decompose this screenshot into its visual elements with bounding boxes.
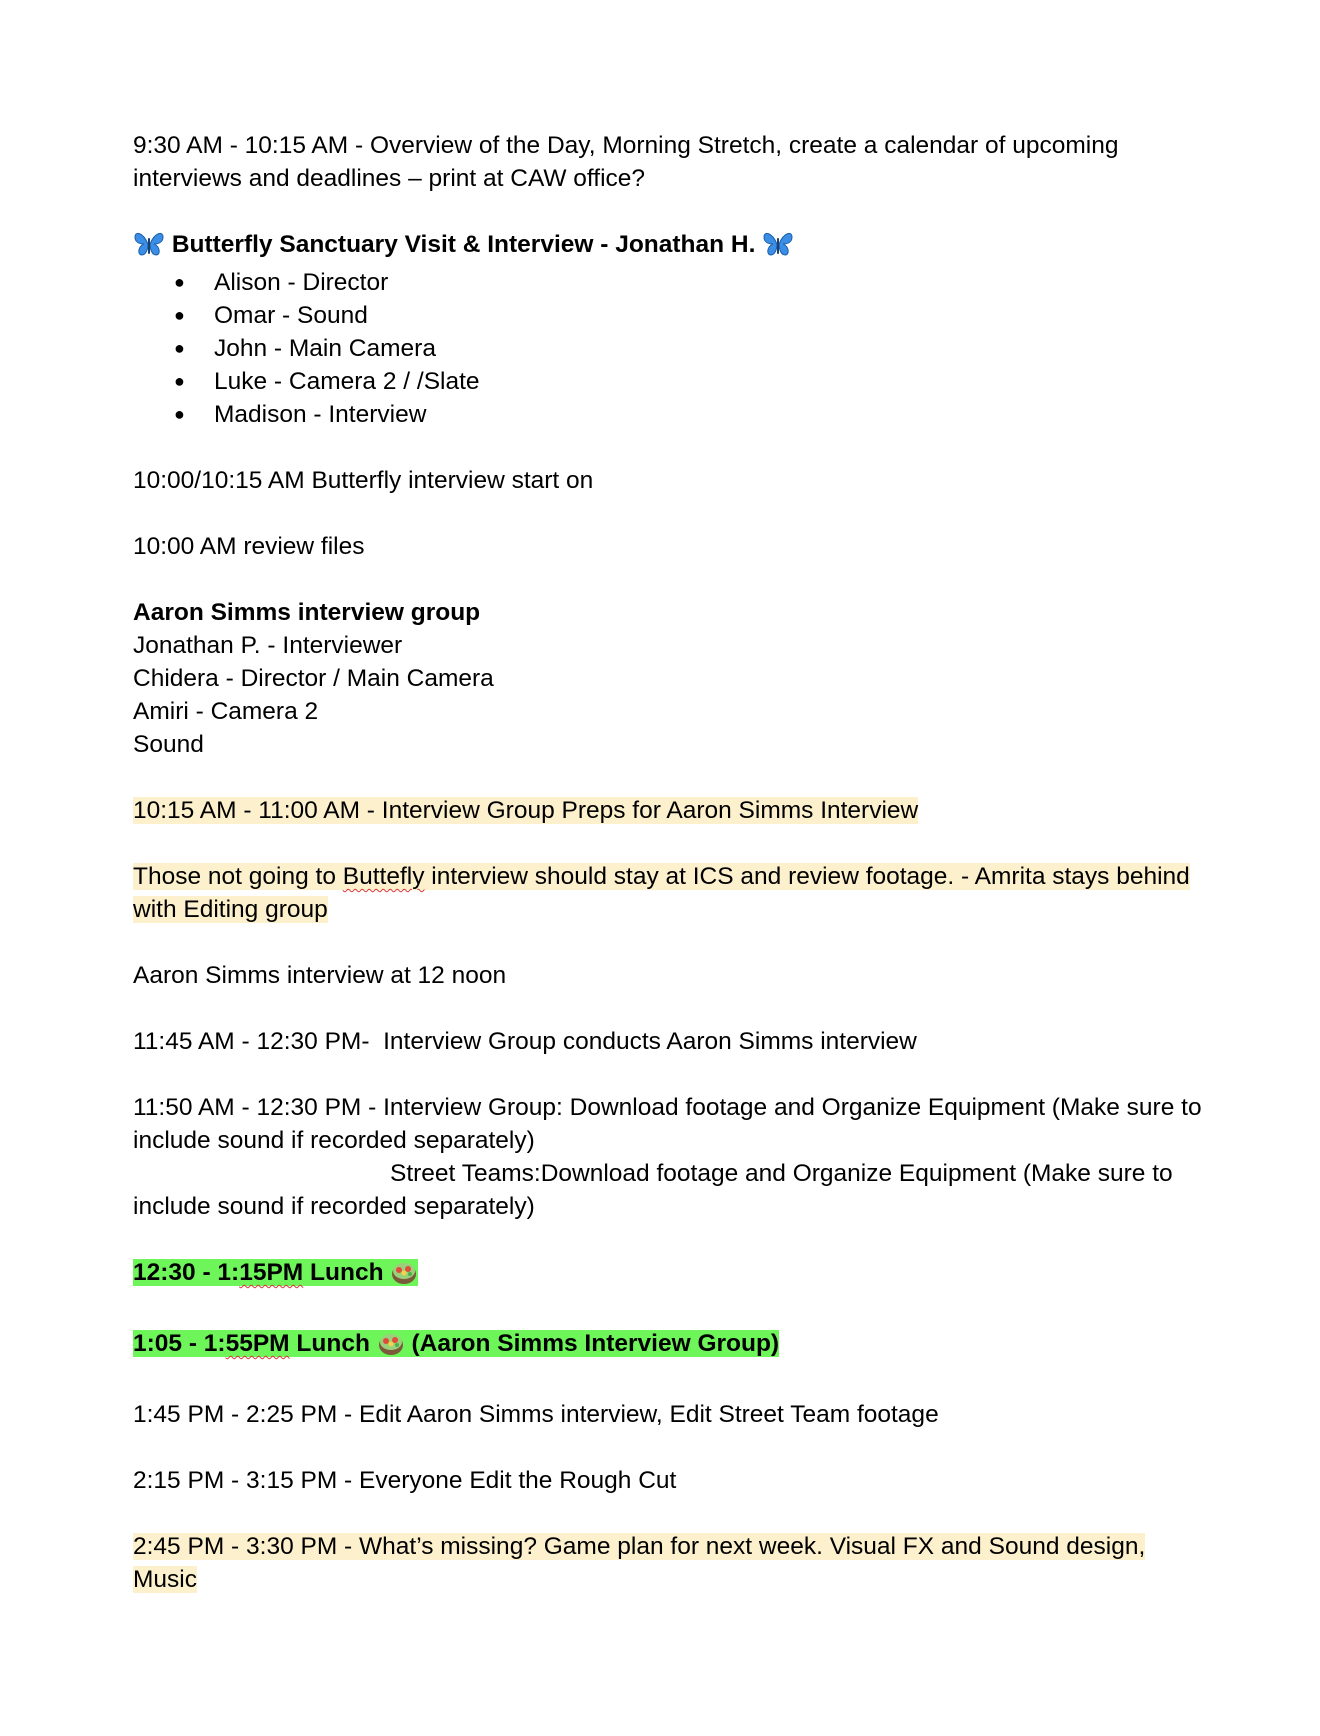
list-item: ● Omar - Sound xyxy=(214,299,1213,332)
butterfly-heading xyxy=(133,228,1213,266)
butterfly-icon xyxy=(762,231,794,266)
edit-aaron-line: 1:45 PM - 2:25 PM - Edit Aaron Simms interview, Edit Street Team footage xyxy=(133,1401,939,1428)
list-item: ● Luke - Camera 2 / /Slate xyxy=(214,365,1213,398)
list-item: ● Alison - Director xyxy=(214,266,1213,299)
list-item: ● Madison - Interview xyxy=(214,398,1213,431)
lunch-label: Lunch xyxy=(289,1330,377,1357)
butterfly-icon xyxy=(133,231,165,266)
overview-line: 9:30 AM - 10:15 AM - Overview of the Day, Morning Stretch, create a calendar of upcoming interviews and deadlines – print at CAW office? xyxy=(133,132,1119,192)
misspelled-word[interactable]: 55PM xyxy=(225,1330,290,1357)
aaron-group-member: Sound xyxy=(133,731,204,758)
noon-line: Aaron Simms interview at 12 noon xyxy=(133,962,507,989)
lunch-line xyxy=(133,1256,1213,1294)
aaron-group-member: Amiri - Camera 2 xyxy=(133,698,319,725)
lunch-time: 12:30 - 1: xyxy=(133,1259,240,1286)
salad-icon xyxy=(377,1330,405,1365)
conducts-line: 11:45 AM - 12:30 PM- Interview Group conducts Aaron Simms interview xyxy=(133,1028,917,1055)
salad-icon xyxy=(390,1259,418,1294)
prep-highlight: 10:15 AM - 11:00 AM - Interview Group Preps for Aaron Simms Interview xyxy=(133,797,919,824)
whats-missing-highlight: 2:45 PM - 3:30 PM - What’s missing? Game plan for next week. Visual FX and Sound design, Music xyxy=(133,1533,1146,1593)
aaron-group-member: Jonathan P. - Interviewer xyxy=(133,632,403,659)
lunch-time: 1:05 - 1: xyxy=(133,1330,226,1357)
review-files-line: 10:00 AM review files xyxy=(133,533,365,560)
whats-missing-line xyxy=(133,1530,1213,1596)
lunch-label: Lunch xyxy=(303,1259,384,1286)
stay-note-highlight xyxy=(133,863,1190,923)
download-interview-line: 11:50 AM - 12:30 PM - Interview Group: Download footage and Organize Equipment (Make sure to include sound if recorded separately) xyxy=(133,1094,1202,1154)
lunch-highlight xyxy=(133,1330,779,1357)
list-item: ● John - Main Camera xyxy=(214,332,1213,365)
prep-line xyxy=(133,794,1213,827)
lunch-highlight xyxy=(133,1259,418,1286)
download-street-line-cont: include sound if recorded separately) xyxy=(133,1193,535,1220)
aaron-group-member: Chidera - Director / Main Camera xyxy=(133,665,494,692)
misspelled-word[interactable]: Buttefly xyxy=(342,863,425,890)
butterfly-start-line: 10:00/10:15 AM Butterfly interview start on xyxy=(133,467,594,494)
stay-note xyxy=(133,860,1213,926)
document-body xyxy=(133,129,1213,1596)
stay-note-text: interview should stay at ICS and review footage. - Amrita stays behind with Editing group xyxy=(133,863,1190,923)
aaron-group-heading: Aaron Simms interview group xyxy=(133,599,481,626)
lunch-line xyxy=(133,1327,1213,1365)
stay-note-text: Those not going to xyxy=(133,863,343,890)
download-street-line: Street Teams:Download footage and Organize Equipment (Make sure to xyxy=(390,1160,1173,1187)
misspelled-word[interactable]: 15PM xyxy=(239,1259,304,1286)
lunch-group-label: (Aaron Simms Interview Group) xyxy=(404,1330,780,1357)
butterfly-heading-text: Butterfly Sanctuary Visit & Interview - Jonathan H. xyxy=(171,231,756,258)
butterfly-crew-list xyxy=(133,266,1213,431)
rough-cut-line: 2:15 PM - 3:15 PM - Everyone Edit the Rough Cut xyxy=(133,1467,677,1494)
